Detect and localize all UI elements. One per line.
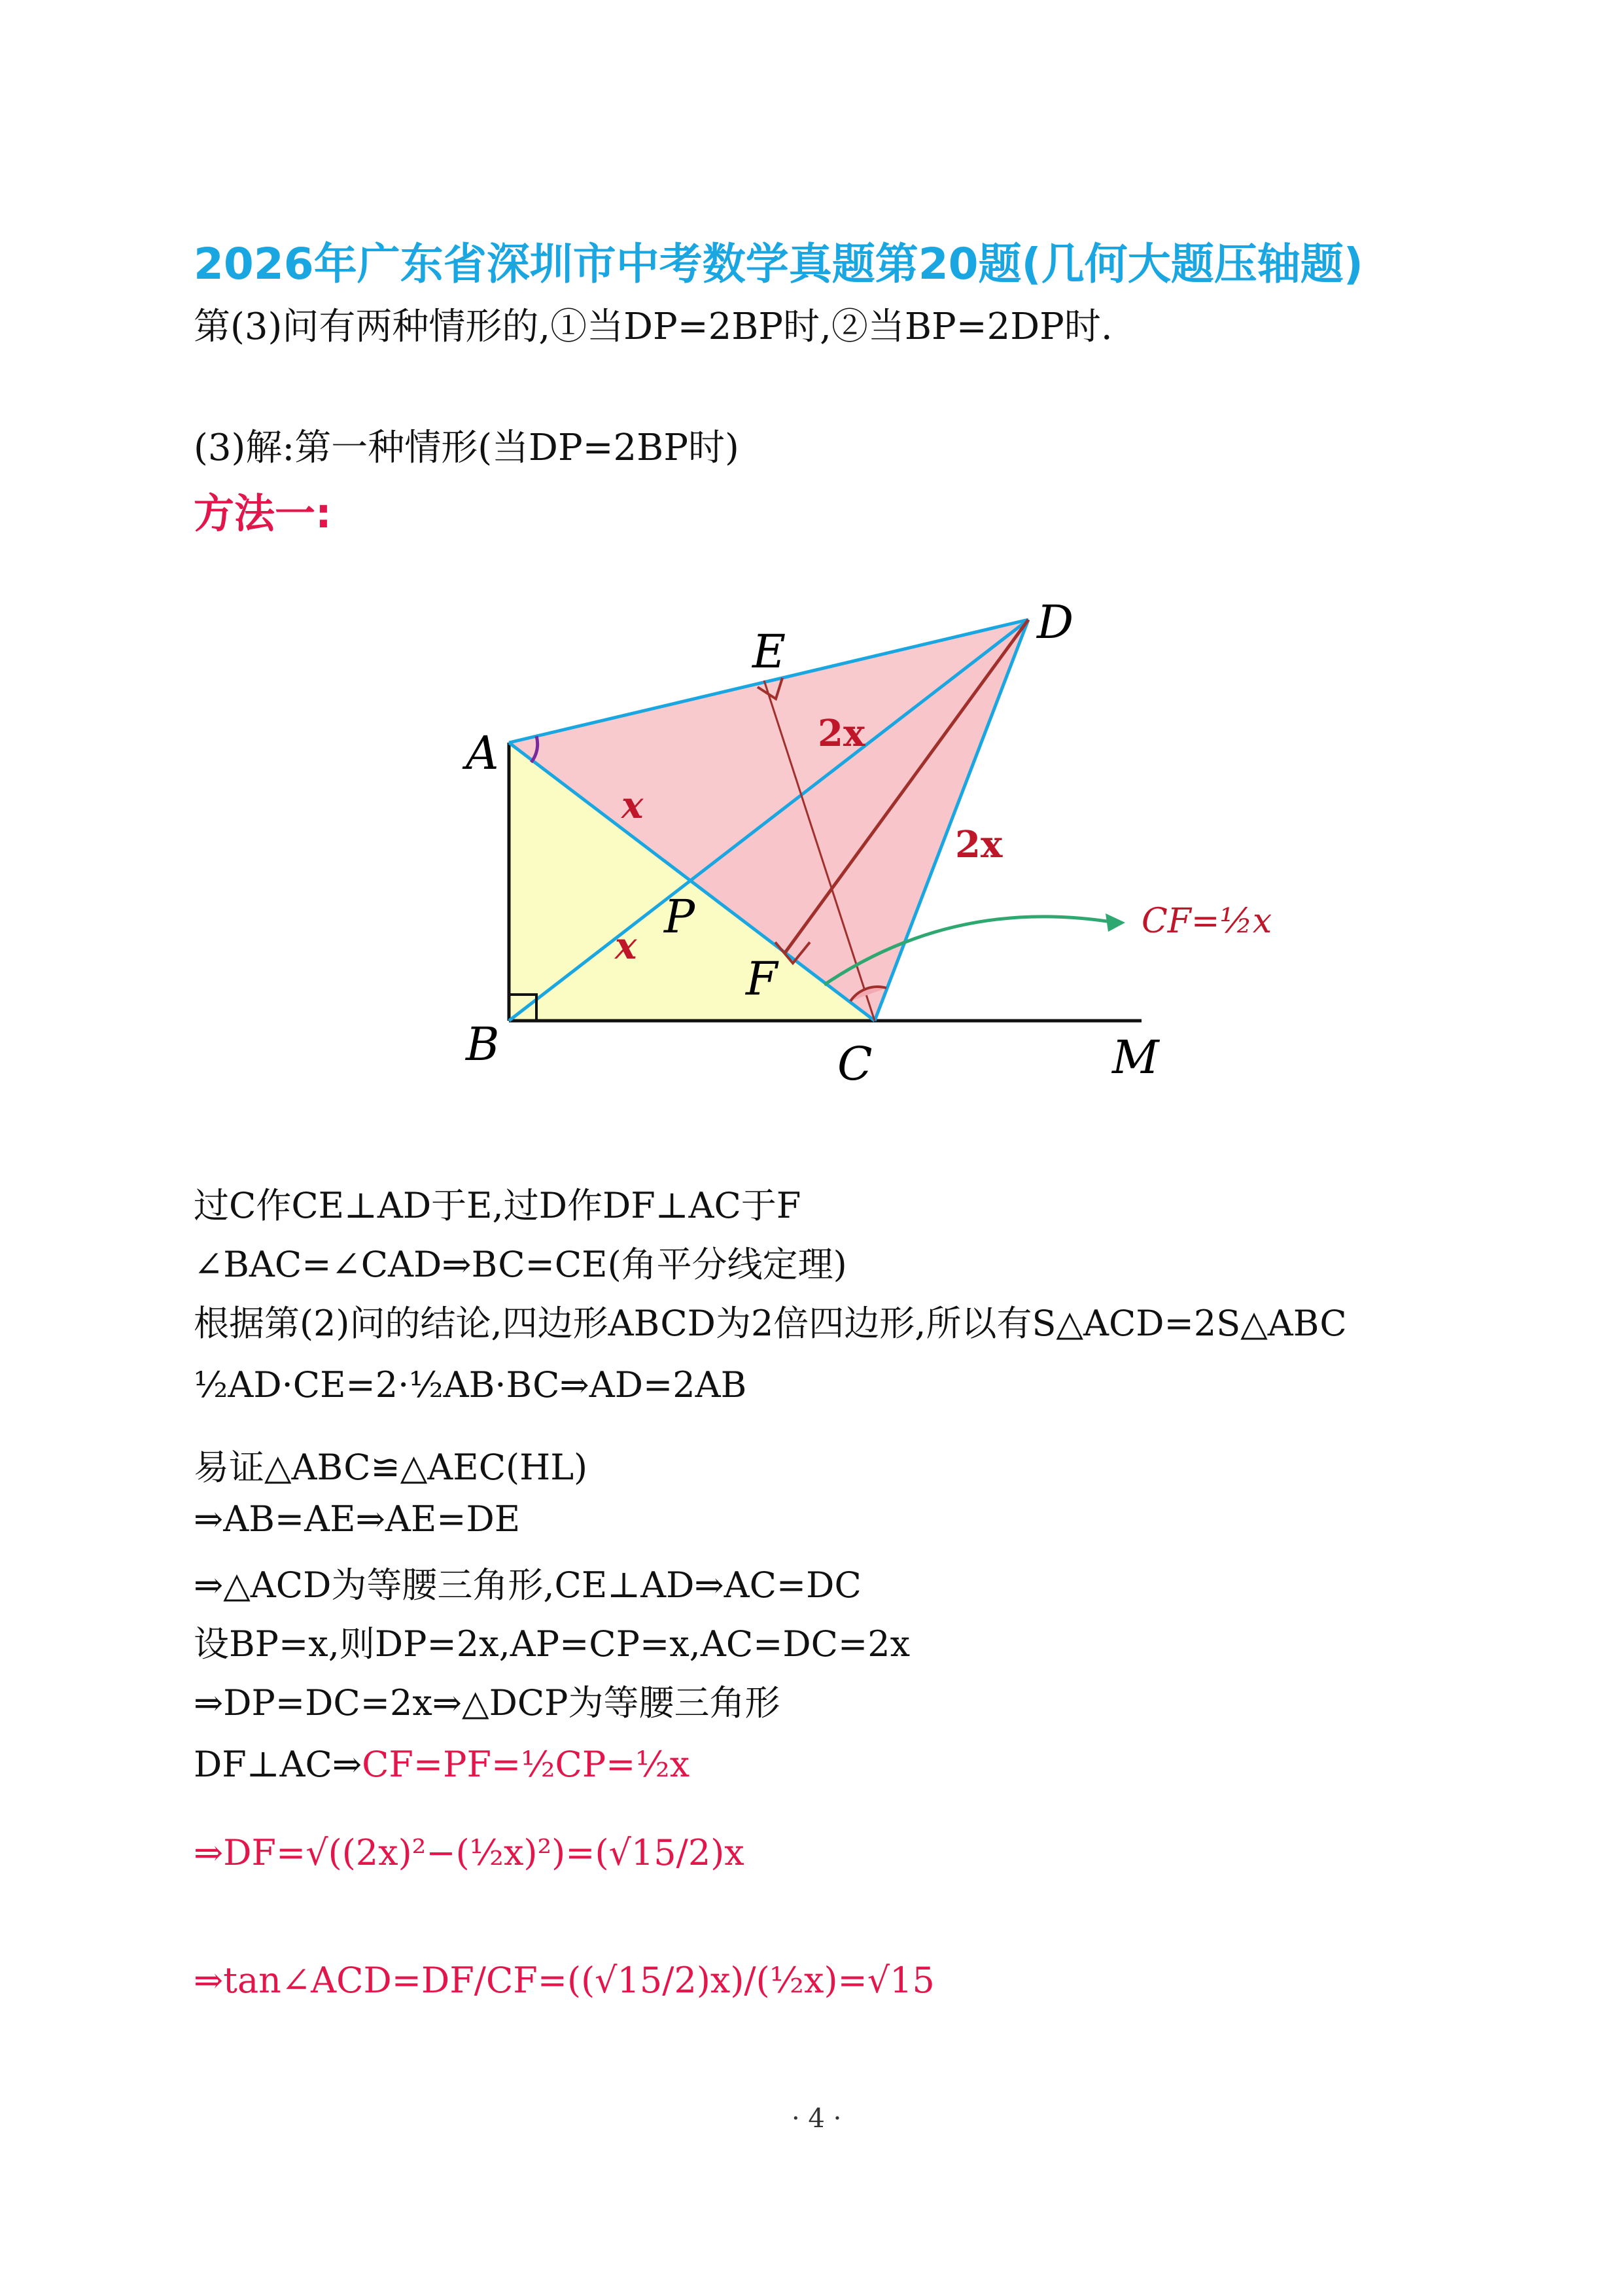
label-c: C — [837, 1037, 873, 1091]
solution-heading: (3)解:第一种情形(当DP=2BP时) — [194, 427, 739, 469]
label-a: A — [466, 726, 499, 780]
step-6: ⇒AB=AE⇒AE=DE — [194, 1498, 521, 1540]
intro-text: 第(3)问有两种情形的,①当DP=2BP时,②当BP=2DP时. — [194, 306, 1113, 348]
label-f: F — [746, 952, 778, 1006]
label-dp: 2x — [818, 712, 865, 755]
step-4: ½AD·CE=2·½AB·BC⇒AD=2AB — [194, 1364, 747, 1405]
page-title: 2026年广东省深圳市中考数学真题第20题(几何大题压轴题) — [194, 239, 1363, 289]
step-8: 设BP=x,则DP=2x,AP=CP=x,AC=DC=2x — [194, 1623, 911, 1665]
label-b: B — [466, 1017, 500, 1071]
step-2: ∠BAC=∠CAD⇒BC=CE(角平分线定理) — [194, 1244, 847, 1285]
label-p: P — [664, 890, 695, 944]
step-3: 根据第(2)问的结论,四边形ABCD为2倍四边形,所以有S△ACD=2S△ABC — [194, 1303, 1347, 1344]
label-m: M — [1112, 1031, 1159, 1084]
step-10-plain: DF⊥AC⇒ — [194, 1744, 362, 1785]
step-5: 易证△ABC≌△AEC(HL) — [194, 1447, 588, 1488]
label-ap: x — [621, 784, 644, 827]
label-d: D — [1037, 595, 1074, 649]
step-10-highlight: CF=PF=½CP=½x — [362, 1744, 690, 1785]
step-1: 过C作CE⊥AD于E,过D作DF⊥AC于F — [194, 1185, 801, 1226]
callout-text: CF=½x — [1142, 902, 1272, 941]
step-7: ⇒△ACD为等腰三角形,CE⊥AD⇒AC=DC — [194, 1564, 862, 1606]
method-label: 方法一: — [194, 489, 332, 537]
step-10 — [194, 1744, 689, 1785]
label-dc: 2x — [955, 823, 1003, 866]
page-number: · 4 · — [792, 2104, 842, 2134]
label-e: E — [752, 625, 786, 679]
label-bp: x — [615, 925, 637, 968]
step-12: ⇒tan∠ACD=DF/CF=((√15/2)x)/(½x)=√15 — [194, 1960, 935, 2001]
step-11: ⇒DF=√((2x)²−(½x)²)=(√15/2)x — [194, 1832, 744, 1873]
step-9: ⇒DP=DC=2x⇒△DCP为等腰三角形 — [194, 1682, 780, 1723]
callout-arrowhead — [1106, 913, 1125, 932]
